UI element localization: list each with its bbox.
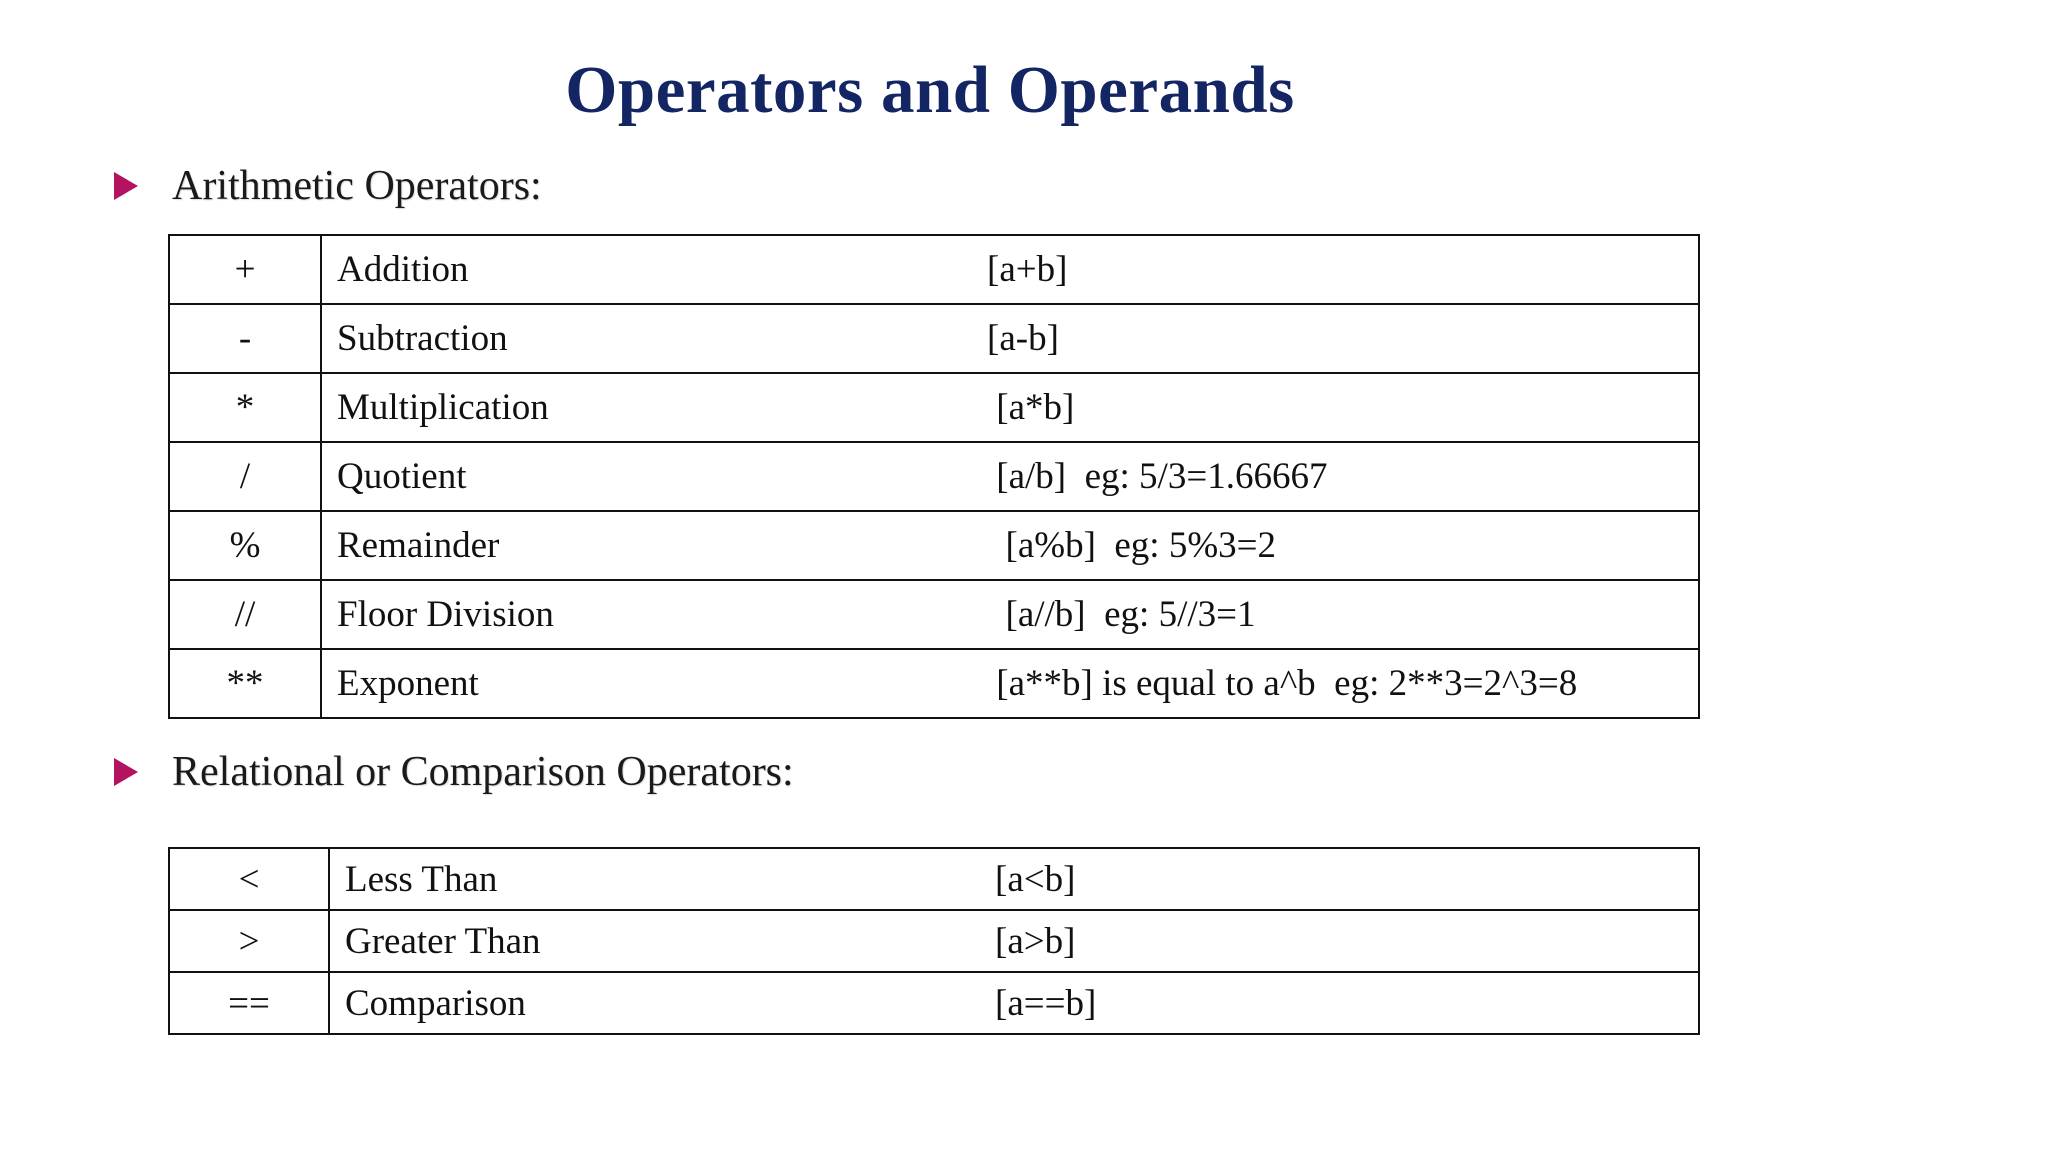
table-row — [169, 848, 1699, 910]
triangle-bullet-icon — [114, 172, 138, 200]
operator-name: Exponent — [337, 663, 479, 704]
table-row — [169, 649, 1699, 718]
operator-symbol: == — [169, 972, 329, 1034]
arithmetic-heading — [114, 162, 542, 210]
table-row — [169, 910, 1699, 972]
operator-expression: [a<b] — [995, 858, 1076, 900]
operator-symbol: > — [169, 910, 329, 972]
operator-name: Addition — [337, 249, 469, 290]
page-title: Operators and Operands — [565, 53, 1295, 127]
operator-cell — [329, 910, 1699, 972]
table-row — [169, 442, 1699, 511]
operator-symbol: ** — [169, 649, 321, 718]
table-row — [169, 972, 1699, 1034]
operator-expression: [a%b] eg: 5%3=2 — [987, 525, 1277, 566]
operator-symbol: / — [169, 442, 321, 511]
operator-cell — [321, 304, 1699, 373]
operator-name: Multiplication — [337, 387, 549, 428]
operator-cell — [321, 235, 1699, 304]
operator-name: Floor Division — [337, 594, 554, 635]
operator-name: Quotient — [337, 456, 467, 497]
operator-cell — [321, 511, 1699, 580]
operator-cell — [329, 848, 1699, 910]
operator-expression: [a//b] eg: 5//3=1 — [987, 594, 1256, 635]
operator-expression: [a/b] eg: 5/3=1.66667 — [987, 456, 1328, 497]
operator-name: Greater Than — [345, 920, 541, 962]
table-row — [169, 373, 1699, 442]
operator-expression: [a+b] — [987, 249, 1068, 290]
operator-cell — [321, 373, 1699, 442]
table-row — [169, 511, 1699, 580]
operator-symbol: + — [169, 235, 321, 304]
operator-name: Less Than — [345, 858, 498, 900]
operator-symbol: // — [169, 580, 321, 649]
operator-symbol: * — [169, 373, 321, 442]
operator-cell — [329, 972, 1699, 1034]
operator-name: Remainder — [337, 525, 500, 566]
triangle-bullet-icon — [114, 758, 138, 786]
relational-heading-text: Relational or Comparison Operators: — [172, 749, 794, 795]
operator-expression: [a**b] is equal to a^b eg: 2**3=2^3=8 — [987, 663, 1578, 704]
operator-cell — [321, 649, 1699, 718]
table-row — [169, 235, 1699, 304]
operator-cell — [321, 442, 1699, 511]
relational-heading — [114, 748, 794, 796]
operator-symbol: - — [169, 304, 321, 373]
relational-operators-table — [168, 847, 1700, 1035]
operator-symbol: % — [169, 511, 321, 580]
operator-expression: [a*b] — [987, 387, 1075, 428]
operator-name: Subtraction — [337, 318, 508, 359]
operator-expression: [a>b] — [995, 920, 1076, 962]
operator-expression: [a==b] — [995, 982, 1097, 1024]
arithmetic-heading-text: Arithmetic Operators: — [172, 163, 542, 209]
arithmetic-operators-table — [168, 234, 1700, 719]
table-row — [169, 304, 1699, 373]
operator-expression: [a-b] — [987, 318, 1059, 359]
operator-cell — [321, 580, 1699, 649]
operator-name: Comparison — [345, 982, 526, 1024]
operator-symbol: < — [169, 848, 329, 910]
table-row — [169, 580, 1699, 649]
